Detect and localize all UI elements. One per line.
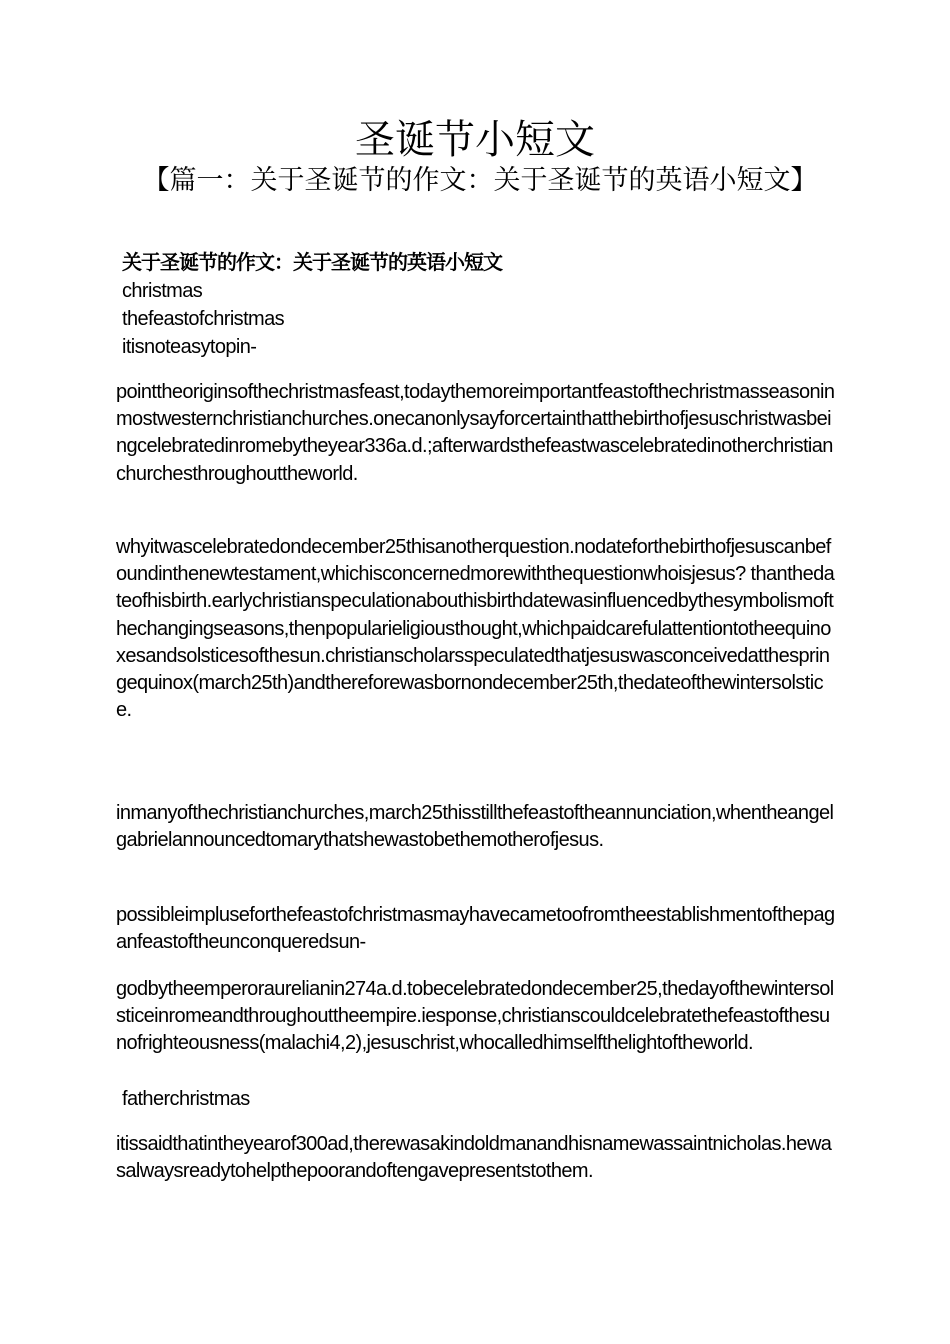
- text-line-feast: thefeastofchristmas: [122, 308, 285, 330]
- section-heading: 关于圣诞节的作文：关于圣诞节的英语小短文: [122, 250, 502, 274]
- text-line-christmas: christmas: [122, 280, 203, 302]
- paragraph-1: pointtheoriginsofthechristmasfeast,todaythemoreimportantfeastofthechristmasseasoninmostwesternchristianchurches.onecanonlysayforcertainthatthebirthofjesuschristwasbeingcelebratedinromebytheyear336a.d.;afterwardsthefeastwascelebratedinotherchristianchurchesthroughouttheworld.: [116, 381, 835, 485]
- text-line-father: fatherchristmas: [122, 1088, 250, 1110]
- text-line-easy: itisnoteasytopin-: [122, 336, 257, 358]
- paragraph-3: inmanyofthechristianchurches,march25thisstillthefeastoftheannunciation,whentheangelgabrielannouncedtomarythatshewastobethemotherofjesus.: [116, 802, 834, 852]
- paragraph-6: itissaidthatintheyearof300ad,therewasakindoldmanandhisnamewassaintnicholas.hewasalwaysreadytohelpthepoorandoftengavepresentstothem.: [116, 1133, 832, 1183]
- paragraph-5: godbytheemperoraurelianin274a.d.tobecelebratedondecember25,thedayofthewintersolsticeinromeandthroughouttheempire.iesponse,christianscouldcelebratethefeastofthesunofrighteousness(malachi4,2),jesuschrist,whocalledhimselfthelightoftheworld.: [116, 978, 834, 1055]
- paragraph-2: whyitwascelebratedondecember25thisanotherquestion.nodateforthebirthofjesuscanbefoundinthenewtestament,whichisconcernedmorewiththequestionwhoisjesus? thanthedateofhisbirth.earlychristianspeculationabouthisbirthdatewasinfluencedbythesymbolismofthechangingseasons,thenpopularieligiousthought,whichpaidcarefulattentiontotheequinoxesandsolsticesofthesun.christianscholarsspeculatedthatjesuswasconceivedatthespringequinox(march25th)andthereforewasbornondecember25th,thedateofthewintersolstice.: [116, 536, 835, 722]
- page-subtitle: 【篇一：关于圣诞节的作文：关于圣诞节的英语小短文】: [142, 165, 818, 196]
- paragraph-4: possibleimpluseforthefeastofchristmasmayhavecametoofromtheestablishmentofthepaganfeastoftheunconqueredsun-: [116, 904, 835, 954]
- page-title: 圣诞节小短文: [355, 117, 595, 163]
